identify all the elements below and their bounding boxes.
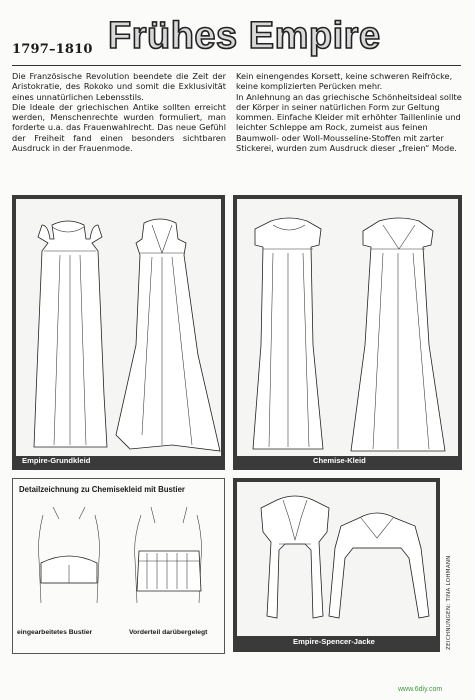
title-rule — [12, 65, 461, 66]
panel-caption: Empire-Grundkleid — [22, 456, 91, 465]
watermark: www.6diy.com — [398, 686, 443, 693]
intro-paragraph: Kein einengendes Korsett, keine schweren Reifröcke, keine komplizierten Perücken mehr. — [236, 71, 453, 92]
intro-paragraph: Die Französische Revolution beendete die Zeit der Aristokratie, des Rokoko und somit die Exklusivität eines unnatürlichen Lebensstils. — [12, 71, 226, 102]
spencer-jacke-illustration — [233, 478, 440, 652]
panel-caption: Empire-Spencer-Jacke — [293, 637, 375, 646]
page-title: Frühes Empire — [108, 15, 381, 57]
intro-paragraph: Die Ideale der griechischen Antike sollten erreicht werden, Menschenrechte wurden formuliert, man forderte u.a. das Frauenwahlrecht. Das neue Gefühl der Freiheit fand einen besonders sichtbaren Ausdruck in der Frauenmode. — [12, 101, 226, 154]
empire-grundkleid-illustration — [12, 195, 225, 470]
detail-title: Detailzeichnung zu Chemisekleid mit Bustier — [19, 485, 185, 494]
bustier-detail-illustration — [13, 479, 224, 653]
panel-caption: Chemise-Kleid — [313, 456, 366, 465]
detail-box — [12, 478, 225, 654]
detail-label-left: eingearbeitetes Bustier — [17, 629, 93, 636]
era-years: 1797–1810 — [12, 42, 93, 57]
panel-empire-grundkleid — [12, 195, 225, 470]
intro-right-column — [236, 71, 462, 153]
detail-label-right: Vorderteil darübergelegt — [129, 629, 208, 636]
chemise-kleid-illustration — [233, 195, 462, 470]
panel-spencer-jacke — [233, 478, 440, 652]
illustration-credit: ZEICHNUNGEN: TINA LOHMANN — [446, 555, 452, 650]
intro-paragraph: In Anlehnung an das griechische Schönheitsideal sollte der Körper in seiner natürlichen Form zur Geltung kommen. Einfache Kleider mit erhöhter Taillenlinie und leichter Schleppe am Rock, zumeist aus feinen Baumwoll- oder Woll-Mousseline-Stoffen mit zarter Stickerei, wurden zum Ausdruck dieser „freien“ Mode. — [236, 91, 462, 154]
intro-left-column — [12, 71, 226, 153]
panel-chemise-kleid — [233, 195, 462, 470]
